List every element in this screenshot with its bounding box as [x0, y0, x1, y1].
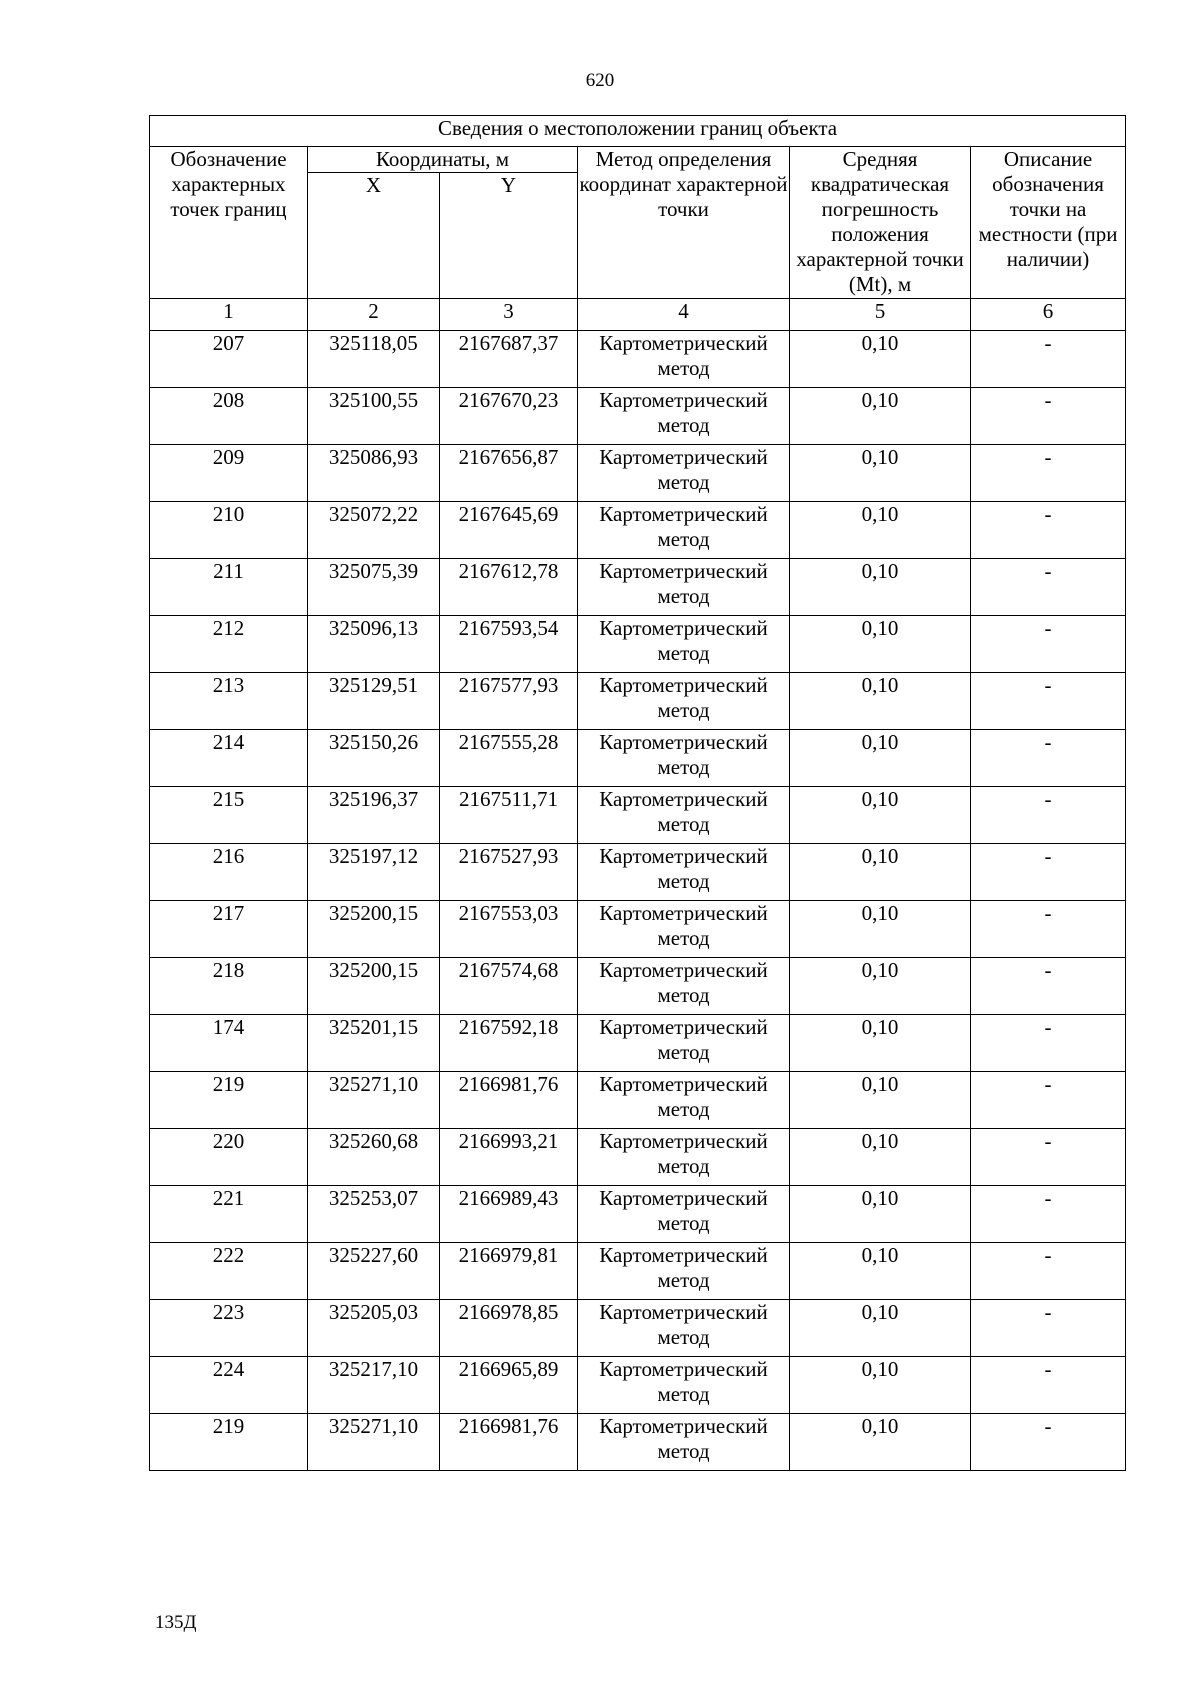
description-cell: -: [971, 445, 1126, 502]
y-cell: 2167555,28: [440, 730, 578, 787]
description-cell: -: [971, 559, 1126, 616]
y-cell: 2167574,68: [440, 958, 578, 1015]
boundary-coordinates-table: [149, 115, 1126, 1471]
point-cell: 217: [150, 901, 308, 958]
point-cell: 222: [150, 1243, 308, 1300]
point-cell: 211: [150, 559, 308, 616]
description-cell: -: [971, 1357, 1126, 1414]
point-cell: 219: [150, 1072, 308, 1129]
page-number: 620: [585, 70, 615, 91]
table-row: [150, 958, 1126, 1015]
x-cell: 325150,26: [308, 730, 440, 787]
column-number: 6: [971, 299, 1126, 331]
description-cell: -: [971, 1300, 1126, 1357]
method-cell: Картометрический метод: [578, 1414, 790, 1471]
table-row: [150, 1186, 1126, 1243]
point-cell: 221: [150, 1186, 308, 1243]
method-cell: Картометрический метод: [578, 1129, 790, 1186]
description-cell: -: [971, 1186, 1126, 1243]
x-cell: 325217,10: [308, 1357, 440, 1414]
column-number: 2: [308, 299, 440, 331]
point-cell: 174: [150, 1015, 308, 1072]
column-number: 1: [150, 299, 308, 331]
table-title: Сведения о местоположении границ объекта: [150, 116, 1126, 147]
method-cell: Картометрический метод: [578, 787, 790, 844]
x-cell: 325100,55: [308, 388, 440, 445]
description-cell: -: [971, 1129, 1126, 1186]
y-cell: 2166989,43: [440, 1186, 578, 1243]
table-row: [150, 331, 1126, 388]
point-cell: 216: [150, 844, 308, 901]
error-cell: 0,10: [790, 844, 971, 901]
method-cell: Картометрический метод: [578, 1015, 790, 1072]
method-cell: Картометрический метод: [578, 1186, 790, 1243]
error-cell: 0,10: [790, 730, 971, 787]
header-method: Метод определения координат характерной точки: [578, 147, 790, 299]
header-x: X: [308, 173, 440, 299]
table-row: [150, 1357, 1126, 1414]
table-row: [150, 1129, 1126, 1186]
header-error: Средняя квадратическая погрешность положения характерной точки (Mt), м: [790, 147, 971, 299]
y-cell: 2166993,21: [440, 1129, 578, 1186]
point-cell: 224: [150, 1357, 308, 1414]
x-cell: 325227,60: [308, 1243, 440, 1300]
error-cell: 0,10: [790, 787, 971, 844]
y-cell: 2167511,71: [440, 787, 578, 844]
x-cell: 325072,22: [308, 502, 440, 559]
y-cell: 2167527,93: [440, 844, 578, 901]
error-cell: 0,10: [790, 559, 971, 616]
table-row: [150, 445, 1126, 502]
table-row: [150, 1015, 1126, 1072]
point-cell: 214: [150, 730, 308, 787]
method-cell: Картометрический метод: [578, 1300, 790, 1357]
method-cell: Картометрический метод: [578, 502, 790, 559]
table-row: [150, 1414, 1126, 1471]
y-cell: 2167577,93: [440, 673, 578, 730]
error-cell: 0,10: [790, 958, 971, 1015]
point-cell: 218: [150, 958, 308, 1015]
table-row: [150, 844, 1126, 901]
method-cell: Картометрический метод: [578, 616, 790, 673]
method-cell: Картометрический метод: [578, 388, 790, 445]
method-cell: Картометрический метод: [578, 1072, 790, 1129]
method-cell: Картометрический метод: [578, 1243, 790, 1300]
description-cell: -: [971, 730, 1126, 787]
error-cell: 0,10: [790, 1243, 971, 1300]
description-cell: -: [971, 901, 1126, 958]
error-cell: 0,10: [790, 1357, 971, 1414]
description-cell: -: [971, 1414, 1126, 1471]
table-row: [150, 787, 1126, 844]
point-cell: 219: [150, 1414, 308, 1471]
error-cell: 0,10: [790, 1129, 971, 1186]
description-cell: -: [971, 331, 1126, 388]
description-cell: -: [971, 673, 1126, 730]
header-coordinates: Координаты, м: [308, 147, 578, 173]
y-cell: 2167645,69: [440, 502, 578, 559]
y-cell: 2167687,37: [440, 331, 578, 388]
column-number: 3: [440, 299, 578, 331]
y-cell: 2166981,76: [440, 1414, 578, 1471]
point-cell: 215: [150, 787, 308, 844]
point-cell: 207: [150, 331, 308, 388]
description-cell: -: [971, 1072, 1126, 1129]
method-cell: Картометрический метод: [578, 1357, 790, 1414]
table-row: [150, 1243, 1126, 1300]
x-cell: 325075,39: [308, 559, 440, 616]
table-row: [150, 502, 1126, 559]
description-cell: -: [971, 502, 1126, 559]
header-description: Описание обозначения точки на местности (при наличии): [971, 147, 1126, 299]
error-cell: 0,10: [790, 1015, 971, 1072]
y-cell: 2167670,23: [440, 388, 578, 445]
description-cell: -: [971, 1243, 1126, 1300]
method-cell: Картометрический метод: [578, 445, 790, 502]
point-cell: 220: [150, 1129, 308, 1186]
error-cell: 0,10: [790, 1300, 971, 1357]
table-row: [150, 388, 1126, 445]
y-cell: 2167656,87: [440, 445, 578, 502]
x-cell: 325200,15: [308, 958, 440, 1015]
x-cell: 325205,03: [308, 1300, 440, 1357]
description-cell: -: [971, 787, 1126, 844]
y-cell: 2166981,76: [440, 1072, 578, 1129]
error-cell: 0,10: [790, 445, 971, 502]
x-cell: 325253,07: [308, 1186, 440, 1243]
error-cell: 0,10: [790, 901, 971, 958]
table-body: [150, 331, 1126, 1471]
method-cell: Картометрический метод: [578, 331, 790, 388]
x-cell: 325196,37: [308, 787, 440, 844]
x-cell: 325197,12: [308, 844, 440, 901]
table-row: [150, 1300, 1126, 1357]
point-cell: 223: [150, 1300, 308, 1357]
error-cell: 0,10: [790, 388, 971, 445]
method-cell: Картометрический метод: [578, 958, 790, 1015]
column-number: 5: [790, 299, 971, 331]
y-cell: 2166978,85: [440, 1300, 578, 1357]
header-y: Y: [440, 173, 578, 299]
error-cell: 0,10: [790, 673, 971, 730]
x-cell: 325271,10: [308, 1414, 440, 1471]
method-cell: Картометрический метод: [578, 901, 790, 958]
error-cell: 0,10: [790, 1186, 971, 1243]
header-designation: Обозначение характерных точек границ: [150, 147, 308, 299]
error-cell: 0,10: [790, 502, 971, 559]
point-cell: 209: [150, 445, 308, 502]
footer-code: 135Д: [155, 1612, 197, 1633]
error-cell: 0,10: [790, 331, 971, 388]
x-cell: 325118,05: [308, 331, 440, 388]
description-cell: -: [971, 388, 1126, 445]
method-cell: Картометрический метод: [578, 730, 790, 787]
x-cell: 325260,68: [308, 1129, 440, 1186]
point-cell: 208: [150, 388, 308, 445]
method-cell: Картометрический метод: [578, 559, 790, 616]
description-cell: -: [971, 616, 1126, 673]
y-cell: 2166965,89: [440, 1357, 578, 1414]
column-number: 4: [578, 299, 790, 331]
error-cell: 0,10: [790, 1072, 971, 1129]
error-cell: 0,10: [790, 1414, 971, 1471]
x-cell: 325271,10: [308, 1072, 440, 1129]
point-cell: 212: [150, 616, 308, 673]
x-cell: 325201,15: [308, 1015, 440, 1072]
method-cell: Картометрический метод: [578, 844, 790, 901]
table-row: [150, 559, 1126, 616]
x-cell: 325086,93: [308, 445, 440, 502]
y-cell: 2167553,03: [440, 901, 578, 958]
y-cell: 2167593,54: [440, 616, 578, 673]
table-row: [150, 616, 1126, 673]
method-cell: Картометрический метод: [578, 673, 790, 730]
table-row: [150, 730, 1126, 787]
y-cell: 2167612,78: [440, 559, 578, 616]
x-cell: 325200,15: [308, 901, 440, 958]
description-cell: -: [971, 1015, 1126, 1072]
table-row: [150, 901, 1126, 958]
point-cell: 213: [150, 673, 308, 730]
point-cell: 210: [150, 502, 308, 559]
description-cell: -: [971, 958, 1126, 1015]
y-cell: 2167592,18: [440, 1015, 578, 1072]
table-row: [150, 673, 1126, 730]
description-cell: -: [971, 844, 1126, 901]
y-cell: 2166979,81: [440, 1243, 578, 1300]
error-cell: 0,10: [790, 616, 971, 673]
x-cell: 325096,13: [308, 616, 440, 673]
table-row: [150, 1072, 1126, 1129]
x-cell: 325129,51: [308, 673, 440, 730]
